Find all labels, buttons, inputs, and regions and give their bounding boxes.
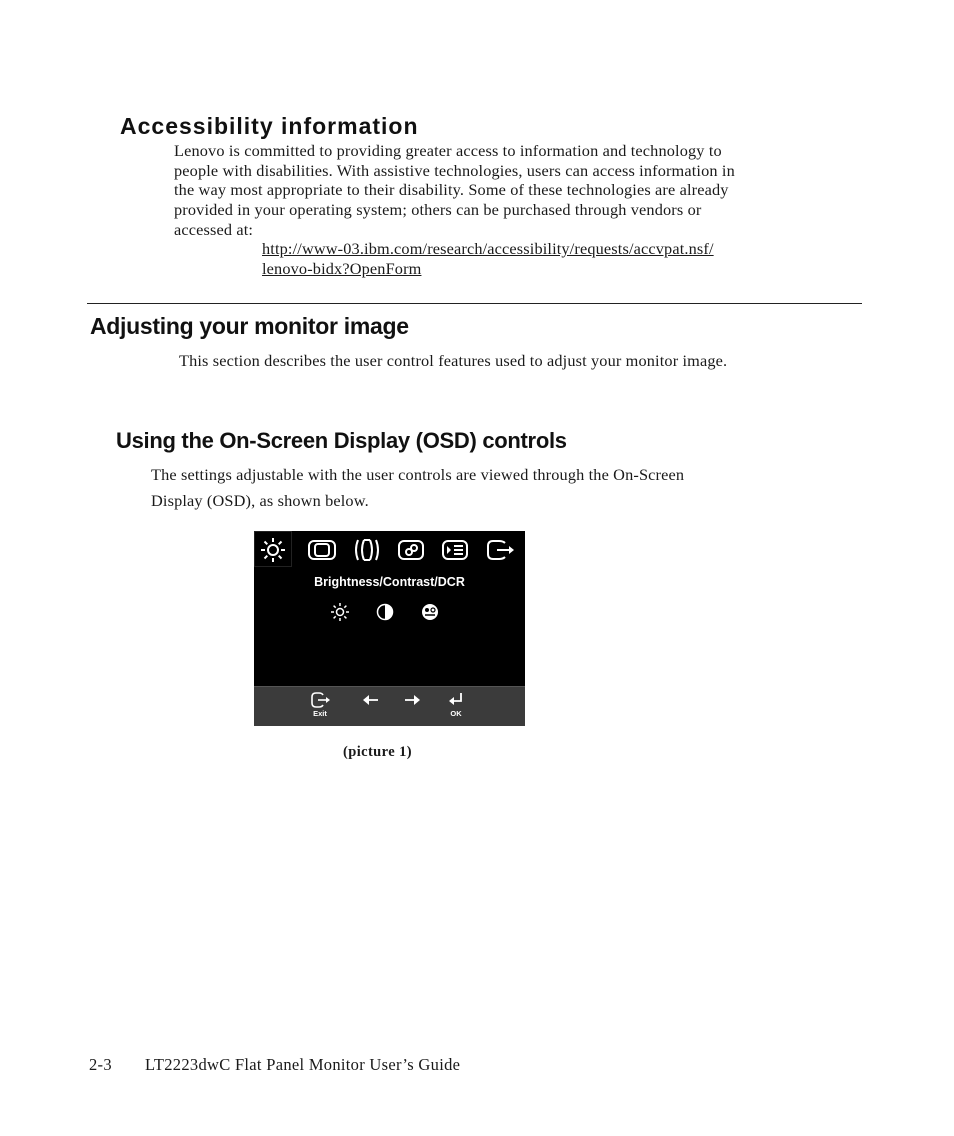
exit-icon	[310, 691, 330, 709]
osd-left-button[interactable]	[358, 691, 384, 709]
contrast-icon	[375, 602, 395, 622]
brightness-icon	[258, 536, 288, 564]
exit-menu-icon	[485, 536, 515, 564]
osd-selected-label: Brightness/Contrast/DCR	[314, 575, 465, 589]
accessibility-link[interactable]	[262, 239, 714, 278]
adjusting-heading: Adjusting your monitor image	[90, 313, 409, 339]
osd-nav-bar	[254, 686, 525, 726]
figure-caption: (picture 1)	[343, 744, 412, 760]
accessibility-link-line2[interactable]: lenovo-bidx?OpenForm	[262, 258, 422, 278]
osd-paragraph	[151, 462, 811, 514]
osd-line: The settings adjustable with the user controls are viewed through the On-Screen	[151, 465, 685, 484]
accessibility-line: provided in your operating system; others can be purchased through vendors or	[174, 200, 702, 220]
accessibility-link-line1[interactable]: http://www-03.ibm.com/research/accessibility/requests/accvpat.nsf/	[262, 239, 714, 258]
osd-line: Display (OSD), as shown below.	[151, 491, 369, 510]
osd-heading: Using the On-Screen Display (OSD) controls	[116, 428, 567, 453]
page-number: 2-3	[89, 1055, 112, 1074]
image-position-icon	[307, 536, 337, 564]
accessibility-line: the way most appropriate to their disability. Some of these technologies are already	[174, 180, 729, 200]
osd-exit-button[interactable]	[307, 691, 333, 718]
accessibility-line: people with disabilities. With assistive technologies, users can access information in	[174, 160, 735, 180]
accessibility-line: Lenovo is committed to providing greater access to information and technology to	[174, 141, 722, 160]
footer-title: LT2223dwC Flat Panel Monitor User’s Guide	[145, 1055, 461, 1074]
dcr-icon	[420, 602, 440, 622]
section-divider	[87, 303, 862, 304]
arrow-left-icon	[361, 691, 381, 709]
page-footer	[89, 1055, 460, 1075]
ok-label: OK	[450, 709, 462, 718]
image-setup-icon	[352, 536, 382, 564]
enter-icon	[446, 691, 466, 709]
accessibility-line: accessed at:	[174, 219, 254, 239]
brightness-icon	[330, 602, 350, 622]
osd-screenshot	[254, 531, 525, 726]
exit-label: Exit	[313, 709, 327, 718]
accessibility-paragraph	[174, 141, 844, 240]
arrow-right-icon	[402, 691, 422, 709]
osd-right-button[interactable]	[399, 691, 425, 709]
accessibility-heading: Accessibility information	[120, 113, 419, 139]
adjusting-paragraph: This section describes the user control features used to adjust your monitor image.	[179, 351, 728, 370]
color-icon	[396, 536, 426, 564]
options-icon	[440, 536, 470, 564]
osd-ok-button[interactable]	[443, 691, 469, 718]
